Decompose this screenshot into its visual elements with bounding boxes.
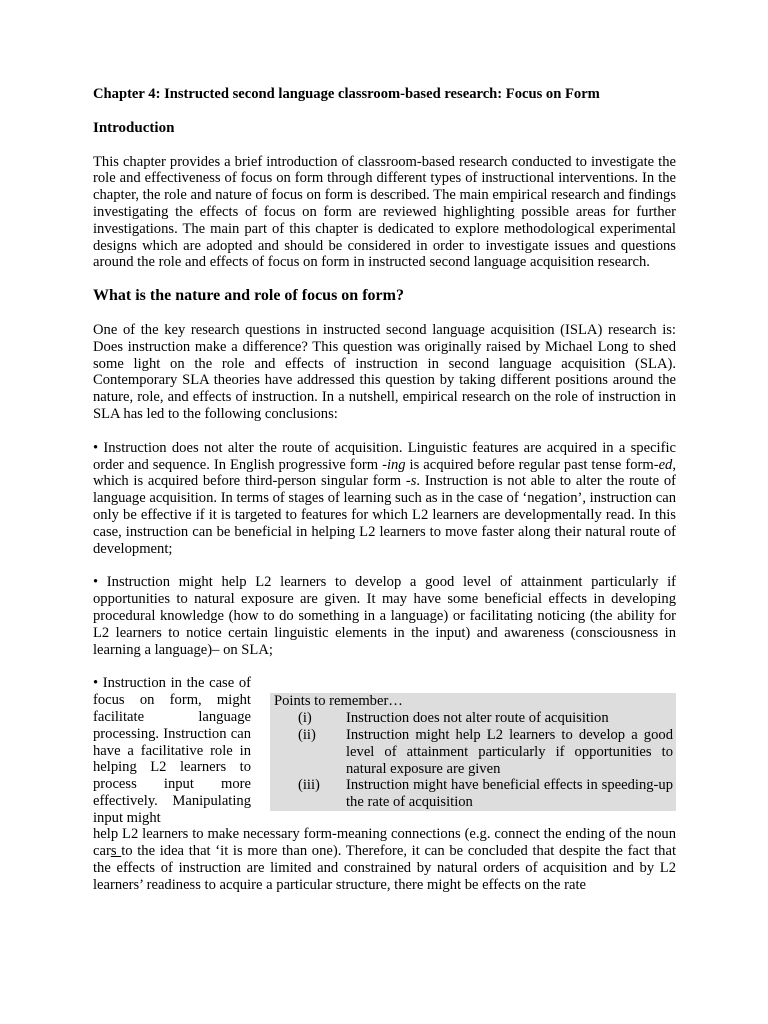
- bullet3-cont-part1: help L2 learners to make necessary form-meaning connections (e.g. connect the ending of the noun car: [93, 826, 676, 860]
- chapter-title: Chapter 4: Instructed second language classroom-based research: Focus on Form: [93, 86, 600, 102]
- bullet1-s: -s: [405, 473, 417, 490]
- bullet3-cont-part2: to the idea that ‘it is more than one). Therefore, it can be concluded that despite the fact that the effects of instruction are limited and constrained by natural orders of acquisition and by L2 learners’ readiness to acquire a particular structure, there might be effects on the rate: [93, 843, 676, 893]
- bullet1-text-part1: • Instruction does not alter the route of acquisition. Linguistic features are acquired in a specific order and sequence. In English progressive form: [93, 439, 676, 473]
- points-box-item: [274, 710, 673, 727]
- point-number: (ii): [298, 726, 316, 743]
- bullet3-underlined-s: s: [110, 843, 122, 860]
- points-box-item: [274, 727, 673, 777]
- bullet-point-1: [93, 440, 676, 558]
- bullet1-ed: ed: [658, 456, 673, 473]
- nature-paragraph: One of the key research questions in instructed second language acquisition (ISLA) research is: Does instruction make a difference? This question was originally raised by Michael Long to shed some light on the role and effects of instruction in second language acquisition (SLA). Contemporary SLA theories have addressed this question by taking different positions around the nature, role, and effects of instruction. In a nutshell, empirical research on the role of instruction in SLA has led to the following conclusions:: [93, 321, 676, 422]
- introduction-heading: Introduction: [93, 119, 175, 136]
- document-page: [93, 86, 676, 894]
- bullet1-text-part3: , which is acquired before third-person singular form: [93, 456, 676, 490]
- point-number: (i): [298, 710, 312, 727]
- bullet-point-2: • Instruction might help L2 learners to develop a good level of attainment particularly if opportunities to natural exposure are given. It may have some beneficial effects in developing procedural knowledge (how to do something in a language) or facilitating noticing (the ability for L2 learners to notice certain linguistic elements in the input) and awareness (consciousness in learning a language)– on SLA;: [93, 574, 676, 658]
- section-heading: What is the nature and role of focus on form?: [93, 287, 404, 305]
- points-box-item: [274, 777, 673, 811]
- bullet-point-3-section: [93, 675, 676, 893]
- bullet-point-3-left: • Instruction in the case of focus on form, might facilitate language processing. Instruction can have a facilitative role in helping L2 learners to process input more effectively. Manipulating input might: [93, 675, 251, 826]
- bullet-point-3-continuation: [93, 826, 676, 893]
- point-text: Instruction might help L2 learners to develop a good level of attainment particularly if opportunities to natural exposure are given: [346, 726, 673, 777]
- point-text: Instruction does not alter route of acquisition: [346, 710, 609, 727]
- points-box-title: Points to remember…: [274, 693, 403, 710]
- point-text: Instruction might have beneficial effects in speeding-up the rate of acquisition: [346, 777, 673, 811]
- points-to-remember-box: [270, 693, 676, 811]
- introduction-paragraph: This chapter provides a brief introduction of classroom-based research conducted to investigate the role and effectiveness of focus on form through different types of instructional interventions. In the chapter, the role and nature of focus on form is described. The main empirical research and findings investigating the effects of focus on form are reviewed highlighting possible areas for further investigations. The main part of this chapter is dedicated to explore methodological experimental designs which are adopted and should be considered in order to investigate issues and questions around the role and effects of focus on form in instructed second language acquisition research.: [93, 153, 676, 271]
- bullet1-ing: -ing: [382, 456, 406, 473]
- bullet1-text-part2: is acquired before regular past tense form-: [405, 456, 659, 473]
- point-number: (iii): [298, 777, 320, 794]
- bullet1-text-part4: . Instruction is not able to alter the route of language acquisition. In terms of stages of learning such as in the case of ‘negation’, instruction can only be effective if it is targeted to features for which L2 learners are developmentally read. In this case, instruction can be beneficial in helping L2 learners to move faster along their natural route of development;: [93, 473, 676, 557]
